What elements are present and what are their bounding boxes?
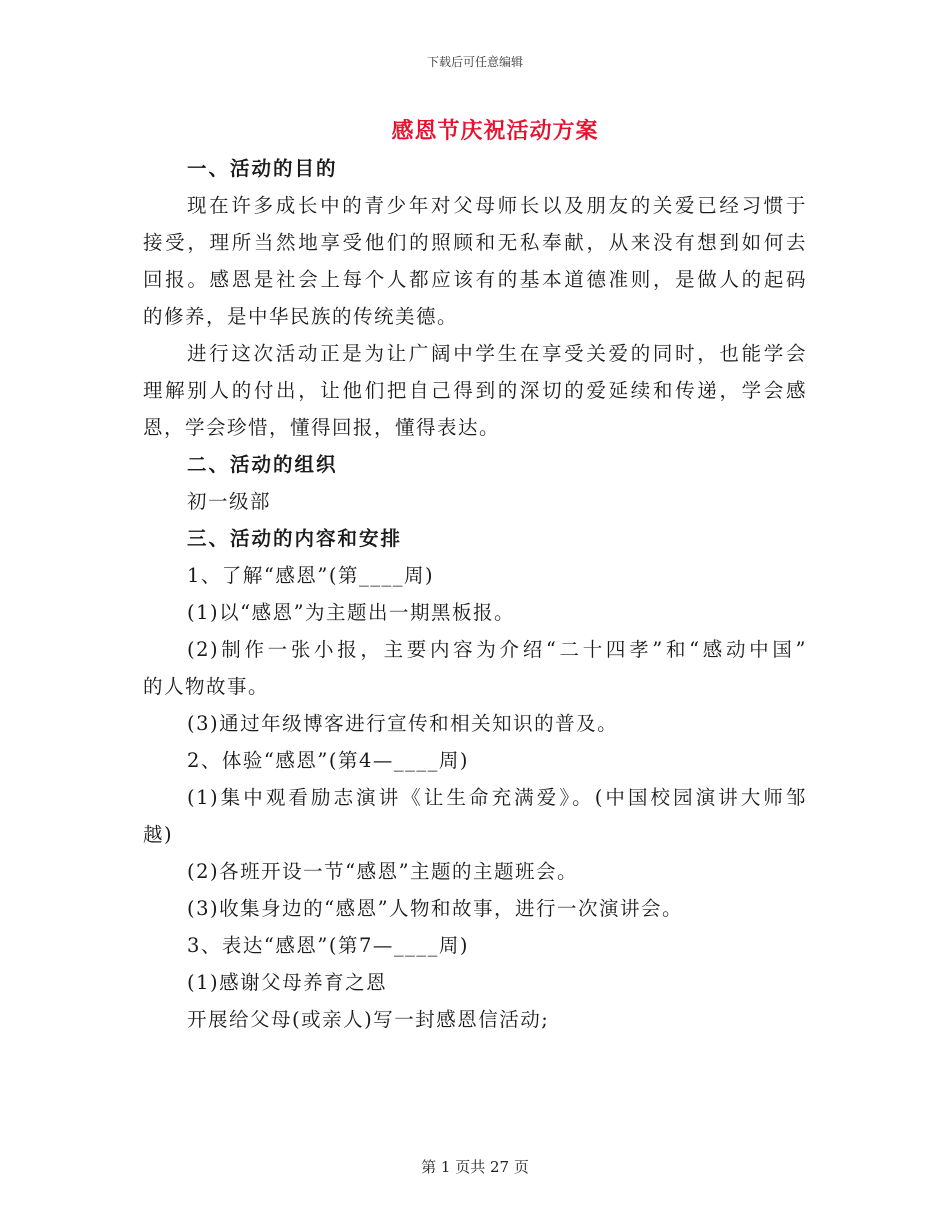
document-title: 感恩节庆祝活动方案 <box>391 119 599 144</box>
paragraph-line: (3)通过年级博客进行宣传和相关知识的普及。 <box>187 712 619 735</box>
paragraph-line: (1)以“感恩”为主题出一期黑板报。 <box>187 601 516 624</box>
paragraph-line: 2、体验“感恩”(第4—____周) <box>187 749 469 772</box>
paragraph-line: 理解别人的付出，让他们把自己得到的深切的爱延续和传递，学会感 <box>143 379 807 402</box>
page-footer: 第 1 页共 27 页 <box>421 1158 529 1176</box>
paragraph-line: 现在许多成长中的青少年对父母师长以及朋友的关爱已经习惯于 <box>187 194 807 217</box>
paragraph-line: 初一级部 <box>187 490 272 513</box>
paragraph-line: 的修养，是中华民族的传统美德。 <box>143 305 459 328</box>
paragraph-line: 的人物故事。 <box>143 675 270 698</box>
paragraph-line: 1、了解“感恩”(第____周) <box>187 564 435 587</box>
paragraph-line: (1)感谢父母养育之恩 <box>187 971 388 994</box>
paragraph-line: 越) <box>143 823 174 846</box>
section-heading: 二、活动的组织 <box>187 453 338 476</box>
paragraph-line: 开展给父母(或亲人)写一封感恩信活动; <box>187 1008 550 1031</box>
paragraph-line: 3、表达“感恩”(第7—____周) <box>187 934 469 957</box>
document-body <box>143 150 807 1038</box>
paragraph-line: 接受，理所当然地享受他们的照顾和无私奉献，从来没有想到如何去 <box>143 231 807 254</box>
section-heading: 一、活动的目的 <box>187 157 338 180</box>
paragraph-line: 恩，学会珍惜，懂得回报，懂得表达。 <box>143 416 501 439</box>
paragraph-line: (3)收集身边的“感恩”人物和故事，进行一次演讲会。 <box>187 897 684 920</box>
paragraph-line: 回报。感恩是社会上每个人都应该有的基本道德准则，是做人的起码 <box>143 268 807 291</box>
page-header: 下载后可任意编辑 <box>426 55 523 69</box>
paragraph-line: (1)集中观看励志演讲《让生命充满爱》。(中国校园演讲大师邹 <box>187 786 807 809</box>
paragraph-line: 进行这次活动正是为让广阔中学生在享受关爱的同时，也能学会 <box>187 342 807 365</box>
paragraph-line: (2)各班开设一节“感恩”主题的主题班会。 <box>187 860 579 883</box>
paragraph-line: (2)制作一张小报，主要内容为介绍“二十四孝”和“感动中国” <box>187 638 807 661</box>
section-heading: 三、活动的内容和安排 <box>187 527 403 550</box>
